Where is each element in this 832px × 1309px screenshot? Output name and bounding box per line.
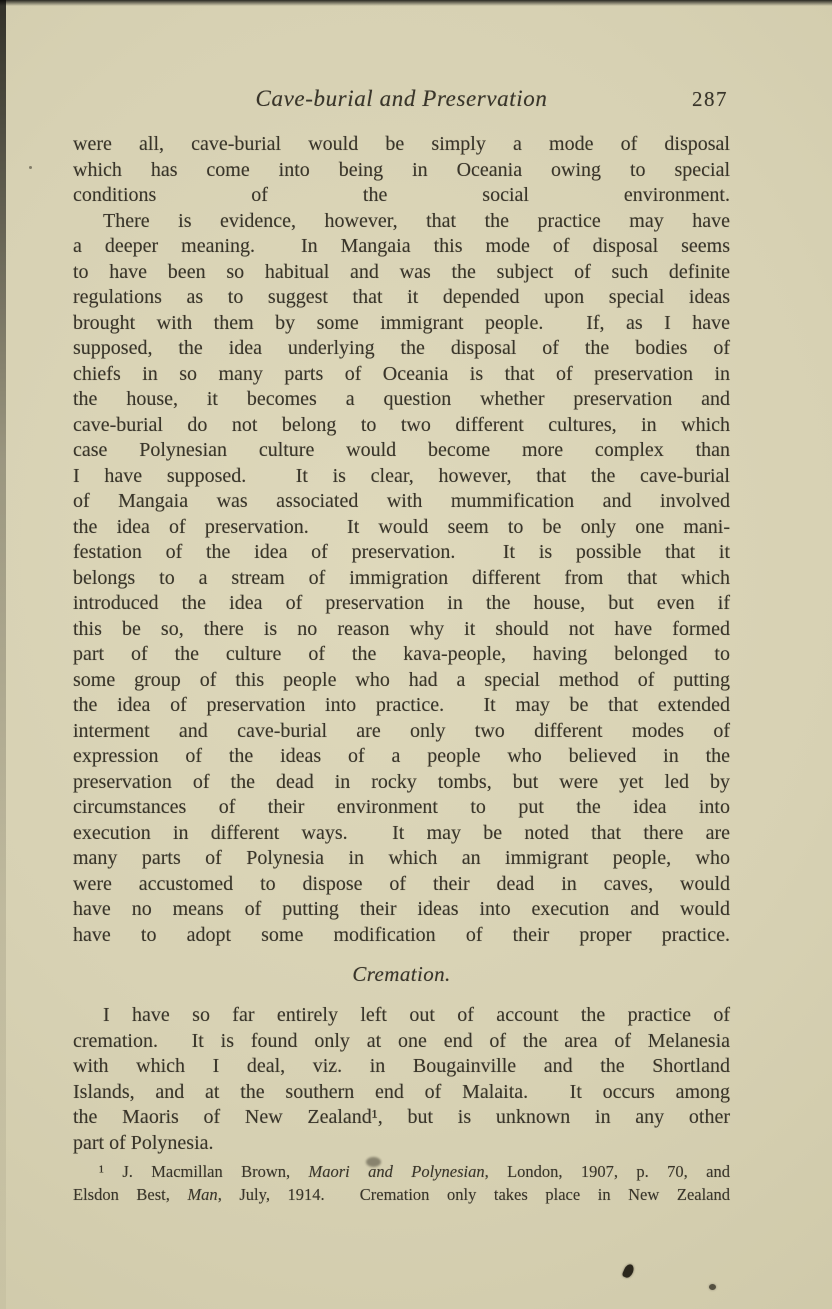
text-line: of Mangaia was associated with mummification and involved (73, 490, 730, 512)
footnote (73, 1161, 730, 1206)
paragraph-evidence (73, 209, 730, 949)
ink-speck-dot (709, 1284, 716, 1290)
scan-edge-top (0, 0, 832, 6)
text-line: expression of the ideas of a people who believed in the (73, 745, 730, 767)
text-line: I have so far entirely left out of account the practice of (103, 1004, 730, 1026)
text-line: a deeper meaning. In Mangaia this mode of disposal seems (73, 235, 730, 257)
text-line: part of the culture of the kava-people, having belonged to (73, 643, 730, 665)
text-line: conditions of the social environment. (73, 184, 730, 206)
text-line: execution in different ways. It may be noted that there are (73, 821, 730, 844)
text-line: There is evidence, however, that the practice may have (103, 209, 730, 232)
text-line: belongs to a stream of immigration different from that which (73, 566, 730, 589)
text-line: some group of this people who had a special method of putting (73, 668, 730, 691)
text-line: which has come into being in Oceania owing to special (73, 158, 730, 181)
text-line: case Polynesian culture would become more complex than (73, 439, 730, 461)
text-line: Islands, and at the southern end of Malaita. It occurs among (73, 1080, 730, 1103)
text-line: supposed, the idea underlying the disposal of the bodies of (73, 337, 730, 359)
text-line: chiefs in so many parts of Oceania is that of preservation in (73, 362, 730, 385)
text-line: were accustomed to dispose of their dead in caves, would (73, 872, 730, 895)
text-line: the Maoris of New Zealand¹, but is unknown in any other (73, 1106, 730, 1128)
text-line: introduced the idea of preservation in the house, but even if (73, 592, 730, 614)
text-line: cremation. It is found only at one end of the area of Melanesia (73, 1029, 730, 1052)
text-line: cave-burial do not belong to two different cultures, in which (73, 413, 730, 436)
ink-speck-tiny (29, 166, 32, 169)
text-line: to have been so habitual and was the subject of such definite (73, 260, 730, 283)
paragraph-cremation (73, 1003, 730, 1156)
page-number: 287 (692, 87, 728, 111)
page-content (73, 86, 730, 1206)
text-line: with which I deal, viz. in Bougainville and the Shortland (73, 1055, 730, 1077)
scan-edge-left (0, 0, 6, 1309)
paragraph-continuation (73, 132, 730, 209)
text-line: regulations as to suggest that it depended upon special ideas (73, 286, 730, 308)
text-line: the house, it becomes a question whether preservation and (73, 388, 730, 410)
text-line: part of Polynesia. (73, 1131, 214, 1154)
text-line: Elsdon Best, Man, July, 1914. Cremation only takes place in New Zealand (73, 1184, 731, 1204)
text-line: festation of the idea of preservation. It is possible that it (73, 541, 730, 563)
text-line: I have supposed. It is clear, however, that the cave-burial (73, 464, 730, 487)
text-line: have to adopt some modification of their proper practice. (73, 923, 730, 946)
ink-speck-comma (622, 1263, 636, 1279)
text-line: many parts of Polynesia in which an immigrant people, who (73, 847, 730, 869)
running-header (73, 86, 730, 112)
text-line: this be so, there is no reason why it should not have formed (73, 617, 730, 640)
running-header-title: Cave-burial and Preservation (255, 86, 548, 111)
text-line: were all, cave-burial would be simply a mode of disposal (73, 133, 730, 155)
text-line: interment and cave-burial are only two different modes of (73, 719, 730, 742)
text-line: the idea of preservation. It would seem to be only one mani- (73, 515, 730, 538)
text-line: preservation of the dead in rocky tombs, but were yet led by (73, 770, 730, 793)
text-line: have no means of putting their ideas into execution and would (73, 898, 730, 920)
text-line: circumstances of their environment to put the idea into (73, 796, 730, 818)
section-heading-cremation: Cremation. (352, 962, 451, 986)
text-line: brought with them by some immigrant people. If, as I have (73, 311, 730, 334)
text-line: ¹ J. Macmillan Brown, Maori and Polynesian, London, 1907, p. 70, and (99, 1162, 730, 1181)
ink-blot-footnote (366, 1157, 381, 1167)
text-line: the idea of preservation into practice. It may be that extended (73, 694, 730, 716)
